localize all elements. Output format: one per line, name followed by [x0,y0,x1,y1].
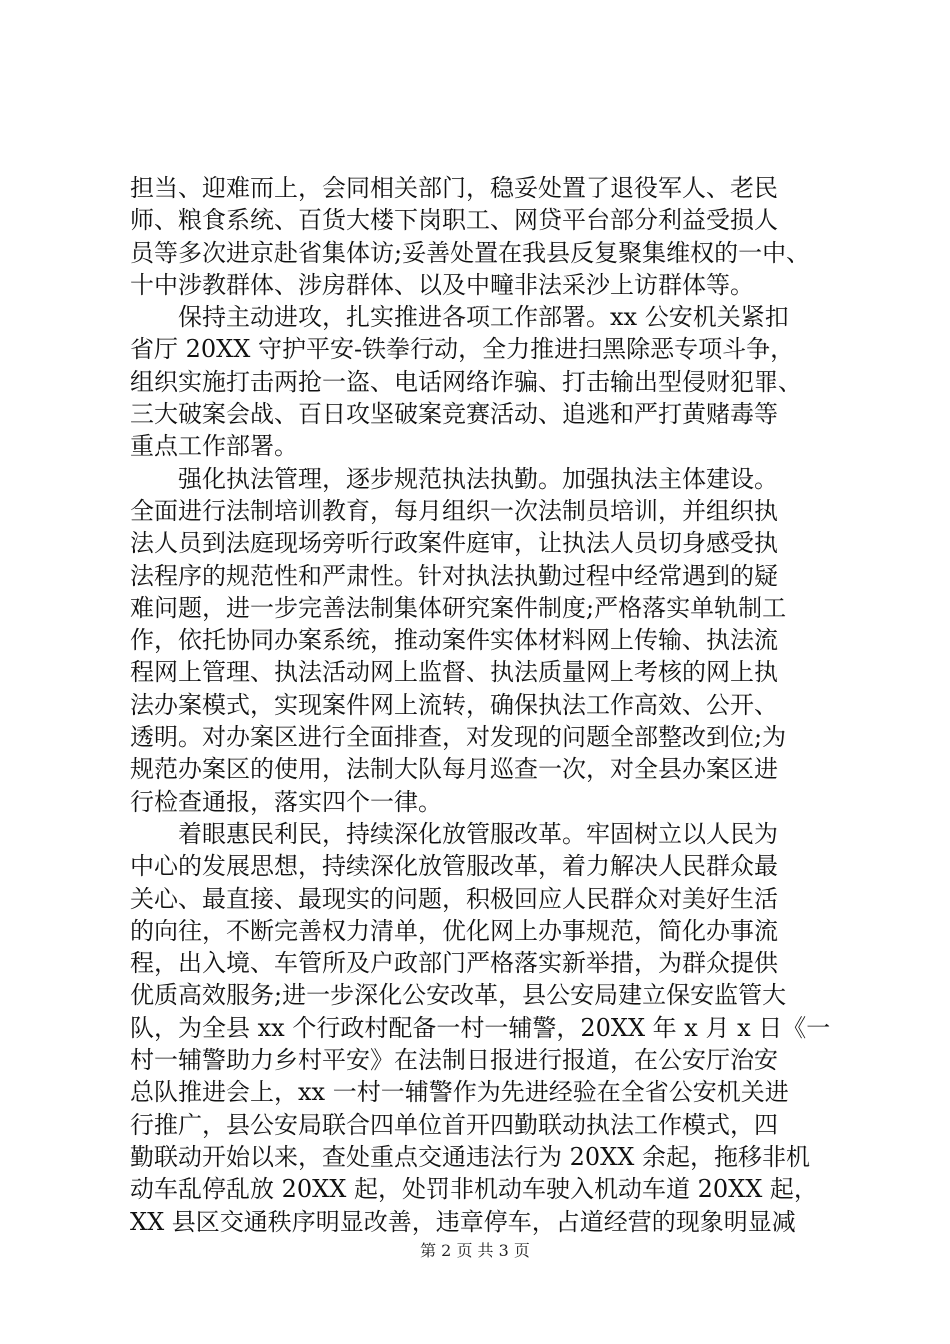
text-line: 省厅 20XX 守护平安-铁拳行动，全力推进扫黑除恶专项斗争， [130,335,795,364]
text-line: 法办案模式，实现案件网上流转，确保执法工作高效、公开、 [130,690,778,719]
paragraph [130,463,825,818]
text-line: XX 县区交通秩序明显改善，违章停车，占道经营的现象明显减 [130,1207,796,1236]
text-line: 重点工作部署。 [130,432,298,461]
text-line: 关心、最直接、最现实的问题，积极回应人民群众对美好生活 [130,884,778,913]
text-line: 保持主动进攻，扎实推进各项工作部署。xx 公安机关紧扣 [178,303,789,332]
text-line: 着眼惠民利民，持续深化放管服改革。牢固树立以人民为 [178,819,778,848]
text-line: 总队推进会上，xx 一村一辅警作为先进经验在全省公安机关进 [130,1078,789,1107]
text-line: 强化执法管理，逐步规范执法执勤。加强执法主体建设。 [178,464,778,493]
text-line: 十中涉教群体、涉房群体、以及中疃非法采沙上访群体等。 [130,270,754,299]
text-line: 队，为全县 xx 个行政村配备一村一辅警，20XX 年 x 月 x 日《一 [130,1013,831,1042]
text-line: 程网上管理、执法活动网上监督、执法质量网上考核的网上执 [130,658,778,687]
text-line: 作，依托协同办案系统，推动案件实体材料网上传输、执法流 [130,626,778,655]
text-line: 优质高效服务;进一步深化公安改革，县公安局建立保安监管大 [130,981,787,1010]
text-line: 担当、迎难而上，会同相关部门，稳妥处置了退役军人、老民 [130,174,778,202]
text-line: 法程序的规范性和严肃性。针对执法执勤过程中经常遇到的疑 [130,561,778,590]
text-line: 行检查通报，落实四个一律。 [130,787,442,816]
text-line: 行推广，县公安局联合四单位首开四勤联动执法工作模式，四 [130,1110,778,1139]
text-line: 全面进行法制培训教育，每月组织一次法制员培训，并组织执 [130,496,778,525]
text-line: 透明。对办案区进行全面排查，对发现的问题全部整改到位;为 [130,723,787,752]
text-line: 师、粮食系统、百货大楼下岗职工、网贷平台部分利益受损人 [130,206,778,235]
text-line: 规范办案区的使用，法制大队每月巡查一次，对全县办案区进 [130,755,778,784]
text-line: 中心的发展思想，持续深化放管服改革，着力解决人民群众最 [130,852,778,881]
text-line: 的向往，不断完善权力清单，优化网上办事规范，简化办事流 [130,916,778,945]
text-line: 村一辅警助力乡村平安》在法制日报进行报道，在公安厅治安 [130,1046,778,1075]
paragraph [130,818,831,1238]
page-footer: 第 2 页 共 3 页 [420,1241,530,1260]
text-line: 三大破案会战、百日攻坚破案竞赛活动、追逃和严打黄赌毒等 [130,400,778,429]
text-line: 员等多次进京赴省集体访;妥善处置在我县反复聚集维权的一中、 [130,238,811,267]
paragraph [130,172,825,301]
document-body [130,172,831,1238]
paragraph [130,301,825,462]
text-line: 难问题，进一步完善法制集体研究案件制度;严格落实单轨制工 [130,593,787,622]
text-line: 组织实施打击两抢一盗、电话网络诈骗、打击输出型侵财犯罪、 [130,367,802,396]
text-line: 勤联动开始以来，查处重点交通违法行为 20XX 余起，拖移非机 [130,1142,810,1171]
text-line: 法人员到法庭现场旁听行政案件庭审，让执法人员切身感受执 [130,529,778,558]
text-line: 动车乱停乱放 20XX 起，处罚非机动车驶入机动车道 20XX 起， [130,1175,818,1204]
text-line: 程，出入境、车管所及户政部门严格落实新举措，为群众提供 [130,949,778,978]
